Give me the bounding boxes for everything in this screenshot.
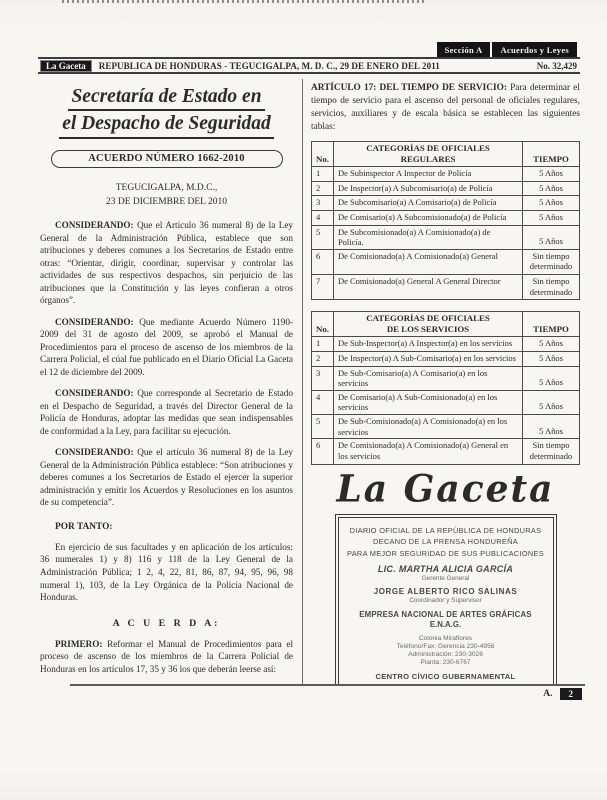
enag-supervisor-title: Coordinador y Supervisor (409, 596, 482, 604)
table-row (312, 337, 580, 352)
table-row (312, 275, 580, 300)
footer-page-number: 2 (560, 688, 583, 700)
row-category: De Subcomisario(a) A Comisario(a) de Policía (333, 196, 522, 211)
col-header-no: No. (312, 312, 334, 337)
row-tiempo: 5 Años (523, 181, 580, 196)
row-category: De Sub-Comisario(a) A Comisario(a) en los servicios (333, 366, 522, 390)
enag-line-decano: DECANO DE LA PRENSA HONDUREÑA (372, 537, 519, 547)
date-line: 23 DE DICIEMBRE DEL 2010 (105, 197, 228, 208)
col-header-categorias (333, 312, 522, 337)
row-tiempo: 5 Años (523, 210, 580, 225)
document-title-line2: el Despacho de Seguridad (59, 111, 274, 138)
col-header-tiempo: TIEMPO (523, 312, 580, 337)
row-tiempo: 5 Años (523, 196, 580, 211)
right-column (303, 79, 580, 684)
table-oficiales-servicios (311, 311, 580, 464)
row-category: De Comisionado(a) General A General Director (333, 275, 522, 300)
document-title-line1: Secretaría de Estado en (68, 84, 264, 111)
row-category: De Sub-Comisionado(a) A Comisionado(a) en los servicios (333, 415, 522, 439)
table-row (312, 366, 580, 390)
la-gaceta-script-logo: La Gaceta (336, 466, 555, 511)
row-number: 2 (312, 181, 334, 196)
row-tiempo: 5 Años (523, 225, 580, 249)
place-line: TEGUCIGALPA, M.D.C., (115, 182, 218, 193)
row-category: De Inspector(a) A Subcomisario(a) de Policía (333, 181, 522, 196)
gazette-header-line: REPUBLICA DE HONDURAS - TEGUCIGALPA, M. D. C., 29 DE ENERO DEL 2011 (98, 60, 440, 71)
articulo-17-paragraph (311, 82, 580, 134)
considerando-paragraph-1 (40, 219, 293, 307)
row-tiempo: 5 Años (523, 351, 580, 366)
row-tiempo: 5 Años (523, 415, 580, 439)
section-badge-left: Sección A (437, 42, 491, 57)
col-header-categorias-line1: CATEGORÍAS DE OFICIALES (366, 313, 490, 324)
row-tiempo: 5 Años (523, 167, 580, 182)
row-category: De Sub-Inspector(a) A Inspector(a) en los servicios (333, 337, 522, 352)
enag-supervisor-name: JORGE ALBERTO RICO SALINAS (373, 586, 518, 596)
enag-location: CENTRO CÍVICO GUBERNAMENTAL (375, 671, 516, 681)
row-category: De Comisionado(a) A Comisionado(a) General en los servicios (333, 439, 522, 464)
considerando-paragraph-2 (40, 316, 293, 379)
table-row (312, 210, 580, 225)
col-header-tiempo: TIEMPO (523, 142, 580, 167)
enag-manager-name: LIC. MARTHA ALICIA GARCÍA (377, 563, 514, 574)
row-number: 2 (312, 351, 334, 366)
enag-phone-administracion: Administración: 230-3026 (408, 650, 483, 658)
paragraph-text: Para determinar el tiempo de servicio para el ascenso del personal de oficiales regulares, servicios, auxiliares y de escala básica se establecen las siguientes tablas: (311, 83, 580, 133)
table-row (312, 390, 580, 414)
row-category: De Inspector(a) A Sub-Comisario(a) en los servicios (333, 351, 522, 366)
row-number: 5 (312, 225, 334, 249)
enag-company-abbr: E.N.A.G. (429, 619, 462, 629)
acuerda-heading: A C U E R D A: (112, 617, 221, 629)
document-body (38, 79, 580, 684)
row-number: 1 (312, 167, 334, 182)
scan-artifact (62, 0, 424, 3)
left-column (38, 79, 303, 684)
col-header-categorias (333, 142, 522, 167)
considerando-paragraph-4 (40, 446, 293, 509)
table-row (312, 415, 580, 439)
enag-line-seguridad: PARA MEJOR SEGURIDAD DE SUS PUBLICACIONES (347, 548, 544, 558)
paragraph-lead: CONSIDERANDO: (55, 316, 134, 327)
row-category: De Comisario(a) A Subcomisionado(a) de Policía (333, 210, 522, 225)
col-header-no: No. (312, 142, 334, 167)
table-row (312, 181, 580, 196)
paragraph-text: Que corresponde al Secretario de Estado en el Despacho de Seguridad, a través del Director General de la Policía de Honduras, adoptar las medidas que sean indispensables de conformidad a la Ley, para facilitar su ejecución. (40, 388, 293, 436)
considerando-paragraph-3 (40, 387, 293, 437)
enag-phone-gerencia: Teléfono/Fax: Gerencia 230-4956 (396, 642, 495, 650)
row-number: 4 (312, 390, 334, 414)
table-row (312, 225, 580, 249)
enag-phone-planta: Planta: 230-6767 (420, 658, 471, 666)
row-number: 3 (312, 366, 334, 390)
row-category: De Comisario(a) A Sub-Comisionado(a) en los servicios (333, 390, 522, 414)
row-number: 6 (312, 439, 334, 464)
table-row (312, 439, 580, 464)
footer-rule (70, 684, 585, 686)
enag-info-box-inner (338, 517, 554, 684)
place-date (40, 181, 293, 210)
row-tiempo: 5 Años (523, 337, 580, 352)
row-tiempo: Sin tiempo determinado (523, 275, 580, 300)
table-row (312, 196, 580, 211)
footer-page-indicator (543, 688, 582, 700)
col-header-categorias-line2: DE LOS SERVICIOS (386, 324, 470, 335)
paragraph-lead: CONSIDERANDO: (55, 220, 134, 231)
row-number: 1 (312, 337, 334, 352)
row-number: 5 (312, 415, 334, 439)
row-number: 7 (312, 275, 334, 300)
row-number: 4 (312, 210, 334, 225)
table-header-row (312, 312, 580, 337)
gazette-header-bar (38, 57, 580, 74)
row-tiempo: Sin tiempo determinado (523, 439, 580, 464)
paragraph-text: Que el Artículo 36 numeral 8) de la Ley General de la Administración Pública, establece que son atribuciones y deberes comunes a los Secretarios de Estado entre otras: “Orientar, dirigir, coordinar, supervisar y controlar las actividades de sus respectivos despachos, sin perjuicio de las atribuciones que la Constitución y las leyes confieran a otros órganos”. (40, 220, 293, 306)
table-row (312, 167, 580, 182)
row-number: 6 (312, 249, 334, 274)
enag-manager-title: Gerente General (421, 574, 470, 582)
row-number: 3 (312, 196, 334, 211)
section-badge (437, 42, 577, 57)
por-tanto-heading: POR TANTO: (55, 521, 113, 532)
col-header-categorias-line1: CATEGORÍAS DE OFICIALES (366, 143, 490, 154)
gazette-masthead-logo: La Gaceta (40, 60, 92, 72)
enag-info-box (335, 514, 557, 684)
paragraph-lead: PRIMERO: (55, 638, 103, 649)
paragraph-text: Que mediante Acuerdo Número 1190-2009 del 31 de agosto del 2009, se aprobó el Manual de Procedimientos para el proceso de ascenso de los miembros de la Carrera Policial, el cúal fue publicado en el Diario Oficial La Gaceta el 12 de diciembre del 2009. (40, 316, 293, 377)
section-badge-right: Acuerdos y Leyes (492, 42, 577, 57)
row-tiempo: 5 Años (523, 390, 580, 414)
gazette-issue-number: No. 32,429 (536, 60, 577, 71)
paragraph-lead: CONSIDERANDO: (55, 388, 134, 399)
primero-paragraph (40, 638, 293, 676)
facultades-paragraph: En ejercicio de sus facultades y en aplicación de los artículos: 36 numerales 1) y 8) 116 y 118 de la Ley General de la Administración Pública; 1 2, 4, 22, 81, 86, 87, 94, 95, 96, 98 numeral 1), 103, de la Ley Orgánica de la Policía Nacional de Honduras. (40, 541, 293, 603)
row-category: De Subcomisionado(a) A Comisionado(a) de Policía. (333, 225, 522, 249)
paragraph-lead: CONSIDERANDO: (55, 447, 134, 458)
col-header-categorias-line2: REGULARES (400, 154, 456, 165)
table-row (312, 351, 580, 366)
row-tiempo: 5 Años (523, 366, 580, 390)
row-tiempo: Sin tiempo determinado (523, 249, 580, 274)
table-row (312, 249, 580, 274)
document-title (40, 84, 293, 139)
enag-line-diario-oficial: DIARIO OFICIAL DE LA REPÚBLICA DE HONDURAS (349, 526, 542, 536)
table-header-row (312, 142, 580, 167)
paragraph-text: Que el artículo 36 numeral 8) de la Ley General de la Administración Pública establece: “Son atribuciones y deberes comunes a los Secretarios de Estado el ejercer la superior administración y emitir los Acuerdos y Resoluciones en los asuntos de su competencia”. (40, 447, 293, 508)
enag-address: Colonia Miraflores (418, 634, 473, 642)
enag-company-name: EMPRESA NACIONAL DE ARTES GRÁFICAS (359, 609, 532, 619)
paragraph-lead: ARTÍCULO 17: DEL TIEMPO DE SERVICIO: (311, 83, 507, 93)
paragraph-text: Reformar el Manual de Procedimientos para el proceso de ascenso de los miembros de la Carrera Policial de Honduras en los artículos 17, 35 y 36 los que deberán leerse así: (40, 638, 293, 674)
acuerdo-number-box: ACUERDO NÚMERO 1662-2010 (51, 150, 283, 168)
footer-section-label: A. (543, 689, 553, 699)
row-category: De Subinspector A Inspector de Policía (333, 167, 522, 182)
table-oficiales-regulares (311, 141, 580, 300)
row-category: De Comisionado(a) A Comisionado(a) General (333, 249, 522, 274)
